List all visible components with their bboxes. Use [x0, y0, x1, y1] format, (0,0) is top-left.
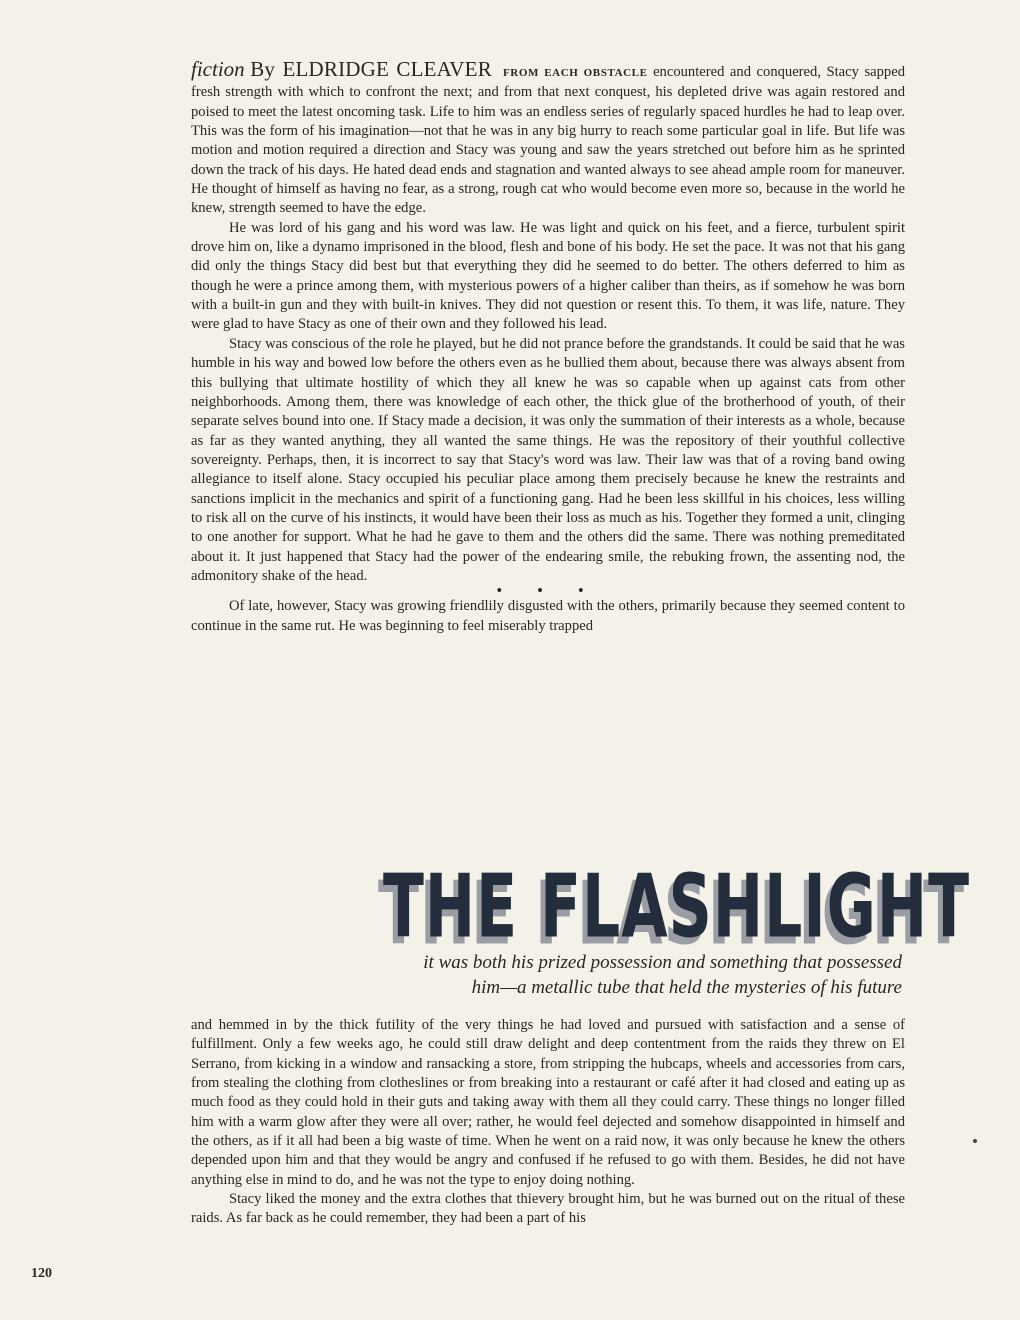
section-break: • • •	[496, 583, 600, 600]
section-kicker: fiction	[191, 57, 245, 81]
margin-dot	[973, 1139, 977, 1143]
story-deck	[382, 950, 902, 1000]
story-paragraph-5: and hemmed in by the thick futility of the very things he had loved and pursued with satisfaction and a sense of fulfillment. Only a few weeks ago, he could still draw delight and deep contentment from the raids they threw on El Serrano, from kicking in a window and ransacking a store, from stripping the hubcaps, wheels and accessories from cars, from stealing the clothing from clotheslines or from breaking into a restaurant or café after it had closed and eating up as much food as they could hold in their guts and taking away with them all they could carry. These things no longer filled him with a warm glow after they were all over; rather, he would feel dejected and somehow disappointed in himself and the others, as if it all had been a big waste of time. When he went on a raid now, it was only because he knew the others depended upon him and that they would be angry and confused if he refused to go with them. Besides, he did not have anything else in mind to do, and he was not the type to enjoy doing nothing.	[191, 1017, 905, 1188]
story-paragraph-4: Of late, however, Stacy was growing friendlily disgusted with the others, primarily because they seemed content to continue in the same rut. He was beginning to feel miserably trapped	[191, 598, 905, 634]
story-paragraph-6: Stacy liked the money and the extra clothes that thievery brought him, but he was burned out on the ritual of these raids. As far back as he could remember, they had been a part of his	[191, 1191, 905, 1227]
story-paragraph-3: Stacy was conscious of the role he played, but he did not prance before the grandstands. It could be said that he was humble in his way and bowed low before the others even as he bullied them about, because there was always absent from this bullying that ultimate hostility of which they all knew he was so capable when up against cats from other neighborhoods. Among them, there was knowledge of each other, the thick glue of the brotherhood of youth, of their separate selves bound into one. If Stacy made a decision, it was only the summation of their interests as a whole, because as far as they wanted anything, they all wanted the same things. He was the repository of their youthful collective sovereignty. Perhaps, then, it is incorrect to say that Stacy's word was law. Their law was that of a roving band owing allegiance to itself alone. Stacy occupied his peculiar place among them precisely because he knew the restraints and sanctions implicit in the mechanics and spirit of a functioning gang. Had he been less skillful in his choices, less willing to risk all on the curve of his instincts, it would have been their loss as much as his. Together they formed a unit, clinging to one another for support. What he had he gave to them and the others did the same. There was nothing premeditated about it. It just happened that Stacy had the power of the endearing smile, the rebuking frown, the assenting nod, the admonitory shake of the head.	[191, 335, 905, 584]
page-number: 120	[31, 1266, 52, 1281]
article-column-bottom	[191, 1016, 905, 1229]
lead-paragraph-text: encountered and conquered, Stacy sapped fresh strength with which to confront the next; and from that next conquest, his depleted drive was again restored and poised to meet the latest oncoming task. Life to him was an endless series of regularly spaced hurdles he had to leap over. This was the form of his imagination—not that he was in any big hurry to reach some particular goal in life. But life was motion and motion required a direction and Stacy was young and saw the years stretched out before him as he sprinted down the track of his days. He hated dead ends and stagnation and wanted always to see ahead ample room for maneuver. He thought of himself as having no fear, as a strong, rough cat who would become even more so, because in the world he knew, strength seemed to have the edge.	[191, 64, 905, 217]
author-byline: By ELDRIDGE CLEAVER	[250, 57, 492, 81]
lead-paragraph	[191, 57, 905, 219]
lead-in-caps: FROM EACH OBSTACLE	[502, 67, 648, 79]
article-column-top	[191, 57, 905, 636]
story-paragraph-2: He was lord of his gang and his word was law. He was light and quick on his feet, and a fierce, turbulent spirit drove him on, like a dynamo imprisoned in the blood, flesh and bone of his body. He set the pace. It was not that his gang did only the things Stacy did best but that everything they did he seemed to do better. The others deferred to him as though he were a prince among them, with mysterious powers of a higher caliber than theirs, as if somehow he was born with a built-in gun and they with built-in knives. They did not question or resent this. To them, it was life, nature. They were glad to have Stacy as one of their own and they followed his lead.	[191, 219, 905, 333]
story-title: THE FLASHLIGHT	[383, 856, 971, 958]
story-deck-line-2: him—a metallic tube that held the mysteries of his future	[471, 977, 902, 998]
story-deck-line-1: it was both his prized possession and something that possessed	[423, 952, 902, 973]
